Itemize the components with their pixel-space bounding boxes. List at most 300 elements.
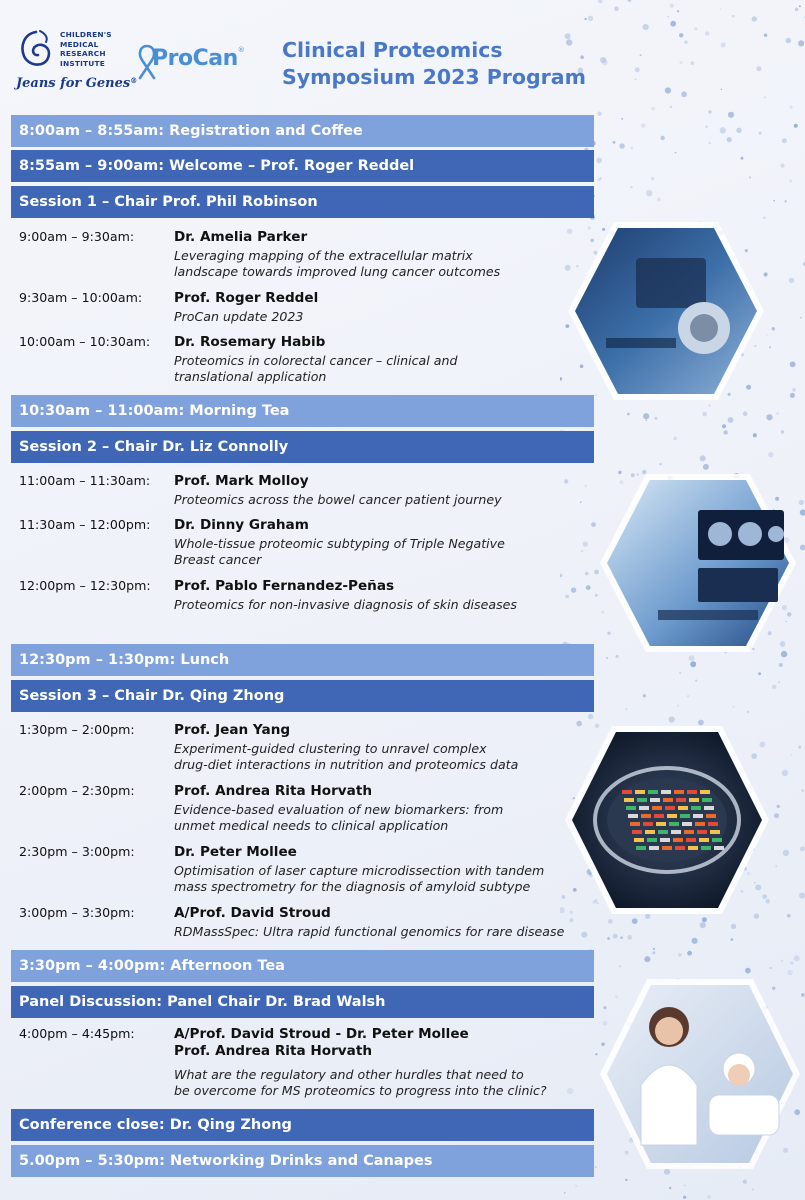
decor-dot [569,918,573,922]
gel-band [637,798,647,802]
decor-dot [721,89,723,91]
decor-dot [745,968,751,974]
decor-dot [777,805,780,808]
talk-time: 2:00pm – 2:30pm: [19,783,135,798]
decor-dot [679,33,683,37]
gel-band [662,846,672,850]
desc-line: translational application [174,369,327,384]
procan-name: ProCan [152,46,238,71]
decor-dot [731,938,734,941]
cmri-tagline [16,76,137,91]
decor-dot [779,663,783,667]
decor-dot [732,15,735,18]
desc-line: drug-diet interactions in nutrition and proteomics data [174,757,519,772]
decor-dot [702,412,707,417]
gel-band [628,814,638,818]
decor-dot [692,938,698,944]
decor-dot [784,200,786,202]
doctor-patient-image [597,975,803,1173]
decor-dot [619,143,624,148]
gel-band [663,798,673,802]
decor-dot [799,500,804,505]
decor-dot [679,672,681,674]
decor-dot [720,9,722,11]
decor-dot [800,509,805,515]
decor-dot [728,112,734,118]
band-conference-close: Conference close: Dr. Qing Zhong [11,1109,594,1141]
desc-line: landscape towards improved lung cancer outcomes [174,264,501,279]
decor-dot [661,136,665,140]
gel-band [708,822,718,826]
gel-band [687,790,697,794]
decor-dot [774,813,779,818]
desc-line: Breast cancer [174,552,262,567]
decor-dot [677,10,679,12]
decor-dot [791,754,793,756]
gel-band [650,798,660,802]
decor-dot [764,34,767,37]
decor-dot [643,24,649,30]
decor-dot [769,346,771,348]
decor-dot [706,126,708,128]
decor-dot [640,54,642,56]
gel-band [648,790,658,794]
gel-band [671,830,681,834]
talk-time: 9:30am – 10:00am: [19,290,143,305]
gel-band [647,838,657,842]
gel-band [701,846,711,850]
decor-dot [790,361,796,367]
decor-dot [628,0,632,2]
decor-dot [798,746,801,749]
decor-dot [749,176,751,178]
decor-dot [694,27,697,30]
desc-line: Proteomics for non-invasive diagnosis of skin diseases [174,597,517,612]
gel-band [635,790,645,794]
band-welcome: 8:55am – 9:00am: Welcome – Prof. Roger Reddel [11,150,594,182]
panel-description [174,1067,594,1099]
decor-dot [781,960,783,962]
talk-speaker: Prof. Roger Reddel [174,290,319,306]
decor-dot [644,956,650,962]
decor-dot [795,8,799,12]
gel-band [634,838,644,842]
gel-band [667,814,677,818]
gel-band [686,838,696,842]
procan-wordmark [152,46,244,71]
decor-dot [799,893,805,899]
registered-mark: ® [130,76,138,85]
decor-dot [703,464,709,470]
band-registration: 8:00am – 8:55am: Registration and Coffee [11,115,594,147]
band-morning-tea: 10:30am – 11:00am: Morning Tea [11,395,594,427]
decor-dot [677,705,679,707]
gel-band [641,814,651,818]
decor-dot [619,965,621,967]
desc-line: Whole-tissue proteomic subtyping of Triple Negative [174,536,505,551]
decor-dot [789,180,792,183]
desc-line: Leveraging mapping of the extracellular matrix [174,248,473,263]
decor-dot [614,6,619,11]
decor-dot [632,918,638,924]
decor-dot [798,40,804,46]
gel-band [704,806,714,810]
decor-dot [669,1187,671,1189]
decor-dot [789,278,794,283]
gel-band [688,846,698,850]
band-lunch: 12:30pm – 1:30pm: Lunch [11,644,594,676]
decor-dot [731,924,736,929]
decor-dot [747,711,749,713]
decor-dot [564,1192,566,1194]
gel-band [706,814,716,818]
decor-dot [700,922,706,928]
decor-dot [586,585,591,590]
decor-dot [728,417,734,423]
decor-dot [783,850,789,856]
decor-dot [564,479,568,483]
decor-dot [752,16,757,21]
decor-dot [673,437,677,441]
decor-dot [625,1179,627,1181]
decor-dot [598,0,603,3]
band-afternoon-tea: 3:30pm – 4:00pm: Afternoon Tea [11,950,594,982]
cmri-name-line: CHILDREN'S [60,30,112,39]
decor-dot [709,405,711,407]
decor-dot [800,545,805,551]
talk-description [174,309,594,325]
session-3-heading: Session 3 – Chair Dr. Qing Zhong [11,680,594,712]
page-title [282,37,586,91]
decor-dot [596,158,602,164]
decor-dot [584,18,586,20]
gel-band [675,846,685,850]
talk-time: 2:30pm – 3:00pm: [19,844,135,859]
panel-speakers-line-1: A/Prof. David Stroud - Dr. Peter Mollee [174,1026,469,1042]
decor-dot [781,164,785,168]
decor-dot [631,147,633,149]
cmri-name-line: INSTITUTE [60,58,105,68]
desc-line: be overcome for MS proteomics to progress into the clinic? [174,1083,547,1098]
decor-dot [800,846,805,851]
decor-dot [687,695,689,697]
decor-dot [683,1196,686,1199]
gel-band [652,806,662,810]
gel-band [639,806,649,810]
decor-dot [613,141,616,144]
talk-speaker: Prof. Andrea Rita Horvath [174,783,372,799]
decor-dot [630,186,632,188]
decor-dot [690,661,696,667]
decor-dot [607,937,610,940]
talk-time: 1:30pm – 2:00pm: [19,722,135,737]
decor-dot [675,152,677,154]
cmri-name-line: RESEARCH [60,49,106,59]
decor-dot [773,200,775,202]
desc-line: Experiment-guided clustering to unravel complex [174,741,487,756]
gel-band [632,830,642,834]
gel-band [654,814,664,818]
panel-heading: Panel Discussion: Panel Chair Dr. Brad Walsh [11,986,594,1018]
decor-dot [680,61,683,64]
decor-dot [665,87,671,93]
decor-dot [705,31,710,36]
decor-dot [627,413,630,416]
gel-band [673,838,683,842]
gel-band [649,846,659,850]
decor-dot [786,38,792,44]
decor-dot [743,1180,747,1184]
decor-dot [646,190,652,196]
decor-dot [766,414,772,420]
decor-dot [588,714,594,720]
decor-dot [627,935,632,940]
decor-dot [794,124,798,128]
decor-dot [775,865,777,867]
panel-speakers-line-2: Prof. Andrea Rita Horvath [174,1043,372,1059]
gel-band [661,790,671,794]
talk-description [174,536,594,568]
decor-dot [772,685,776,689]
decor-dot [691,61,695,65]
decor-dot [721,43,726,48]
decor-dot [584,485,587,488]
decor-dot [643,413,649,419]
decor-dot [684,41,687,44]
decor-dot [758,672,761,675]
decor-dot [764,97,766,99]
decor-dot [613,934,618,939]
gel-band [674,790,684,794]
decor-dot [727,137,732,142]
cmri-name [60,30,112,68]
decor-dot [621,118,623,120]
gel-band [669,822,679,826]
decor-dot [790,106,793,109]
decor-dot [770,967,772,969]
decor-dot [700,455,706,461]
decor-dot [722,424,726,428]
gel-band [710,830,720,834]
talk-speaker: Prof. Jean Yang [174,722,291,738]
desc-line: ProCan update 2023 [174,309,304,324]
gel-band [622,790,632,794]
decor-dot [800,317,802,319]
talk-speaker: A/Prof. David Stroud [174,905,331,921]
decor-dot [689,655,695,661]
decor-dot [635,78,637,80]
gel-band [645,830,655,834]
decor-dot [743,411,748,416]
gel-band [693,814,703,818]
decor-dot [736,128,741,133]
decor-dot [778,681,780,683]
panel-time: 4:00pm – 4:45pm: [19,1026,135,1041]
talk-description [174,597,594,613]
gel-band [691,806,701,810]
decor-dot [794,955,800,961]
decor-dot [684,1185,686,1187]
gel-band [665,806,675,810]
decor-dot [654,417,657,420]
talk-description [174,802,594,834]
lab-equipment-image [566,218,766,404]
gel-band [700,790,710,794]
talk-speaker: Dr. Dinny Graham [174,517,309,533]
decor-dot [560,574,562,577]
petri-dish-image [562,722,772,918]
decor-dot [766,334,768,336]
procan-logo [132,40,244,82]
decor-dot [657,198,661,202]
gel-band [624,798,634,802]
talk-speaker: Dr. Amelia Parker [174,229,308,245]
talk-description [174,248,594,280]
desc-line: unmet medical needs to clinical application [174,818,449,833]
talk-time: 9:00am – 9:30am: [19,229,135,244]
decor-dot [782,138,787,143]
decor-dot [802,789,804,791]
talk-description [174,353,594,385]
desc-line: Proteomics in colorectal cancer – clinical and [174,353,458,368]
decor-dot [781,430,784,433]
decor-dot [588,16,593,21]
gel-band [678,806,688,810]
gel-band [636,846,646,850]
talk-description [174,863,594,895]
decor-dot [652,951,655,954]
desc-line: What are the regulatory and other hurdles that need to [174,1067,524,1082]
talk-time: 10:00am – 10:30am: [19,334,151,349]
gel-band [695,822,705,826]
decor-dot [597,112,601,116]
registered-mark: ® [237,46,245,54]
decor-dot [741,157,744,160]
decor-dot [681,91,687,97]
decor-dot [772,327,775,330]
gel-band [699,838,709,842]
decor-dot [651,107,655,111]
gel-band [680,814,690,818]
decor-dot [787,914,791,918]
decor-dot [708,142,711,145]
decor-dot [707,1195,711,1199]
decor-dot [678,953,682,957]
decor-dot [653,948,655,950]
talk-speaker: Dr. Peter Mollee [174,844,297,860]
decor-dot [608,919,613,924]
decor-dot [571,587,576,592]
gel-band [689,798,699,802]
decor-dot [708,110,712,114]
gel-band [697,830,707,834]
talk-speaker: Prof. Pablo Fernandez-Peñas [174,578,395,594]
decor-dot [641,123,646,128]
decor-dot [626,708,628,710]
decor-dot [756,66,761,71]
gel-band [676,798,686,802]
decor-dot [782,770,788,776]
desc-line: Optimisation of laser capture microdissection with tandem [174,863,545,878]
decor-dot [602,60,608,66]
gel-band [714,846,724,850]
cmri-logo [14,26,138,96]
cmri-name-line: MEDICAL [60,39,99,49]
decor-dot [695,680,697,682]
talk-description [174,924,594,940]
talk-time: 11:00am – 11:30am: [19,473,151,488]
session-1-heading: Session 1 – Chair Prof. Phil Robinson [11,186,594,218]
talk-speaker: Dr. Rosemary Habib [174,334,326,350]
talk-description [174,492,594,508]
decor-dot [668,16,670,18]
gel-band [660,838,670,842]
decor-dot [645,419,647,421]
decor-dot [659,463,661,465]
decor-dot [759,132,762,135]
decor-dot [670,21,676,27]
decor-dot [790,393,795,398]
title-line-1: Clinical Proteomics [282,38,503,62]
talk-speaker: Prof. Mark Molloy [174,473,309,489]
gel-band [684,830,694,834]
gel-band [656,822,666,826]
decor-dot [643,694,646,697]
desc-line: Evidence-based evaluation of new biomarkers: from [174,802,504,817]
desc-line: mass spectrometry for the diagnosis of amyloid subtype [174,879,531,894]
decor-dot [670,4,674,8]
gel-band [643,822,653,826]
decor-dot [790,961,794,965]
decor-dot [753,433,757,437]
decor-dot [733,706,735,708]
gel-band [630,822,640,826]
brain-scan-workstation-image [598,470,798,656]
decor-dot [606,657,608,659]
desc-line: RDMassSpec: Ultra rapid functional genomics for rare disease [174,924,565,939]
gel-band [702,798,712,802]
decor-dot [635,67,640,72]
talk-time: 12:00pm – 12:30pm: [19,578,151,593]
decor-dot [720,127,726,133]
decor-dot [792,388,796,392]
talk-time: 3:00pm – 3:30pm: [19,905,135,920]
decor-dot [799,5,801,7]
decor-dot [687,951,692,956]
gel-band [658,830,668,834]
session-2-heading: Session 2 – Chair Dr. Liz Connolly [11,431,594,463]
title-line-2: Symposium 2023 Program [282,65,586,89]
desc-line: Proteomics across the bowel cancer patient journey [174,492,502,507]
decor-dot [575,1185,577,1187]
decor-dot [585,572,589,576]
gel-band [682,822,692,826]
decor-dot [620,936,623,939]
talk-time: 11:30am – 12:00pm: [19,517,151,532]
decor-dot [598,178,601,181]
decor-dot [670,106,672,108]
decor-dot [651,177,654,180]
band-networking: 5.00pm – 5:30pm: Networking Drinks and Canapes [11,1145,594,1177]
decor-dot [591,522,596,527]
talk-description [174,741,594,773]
decor-dot [723,430,727,434]
decor-dot [752,1188,754,1190]
gel-band [712,838,722,842]
cmri-swirl-icon [18,28,54,72]
decor-dot [768,452,773,457]
gel-band [626,806,636,810]
